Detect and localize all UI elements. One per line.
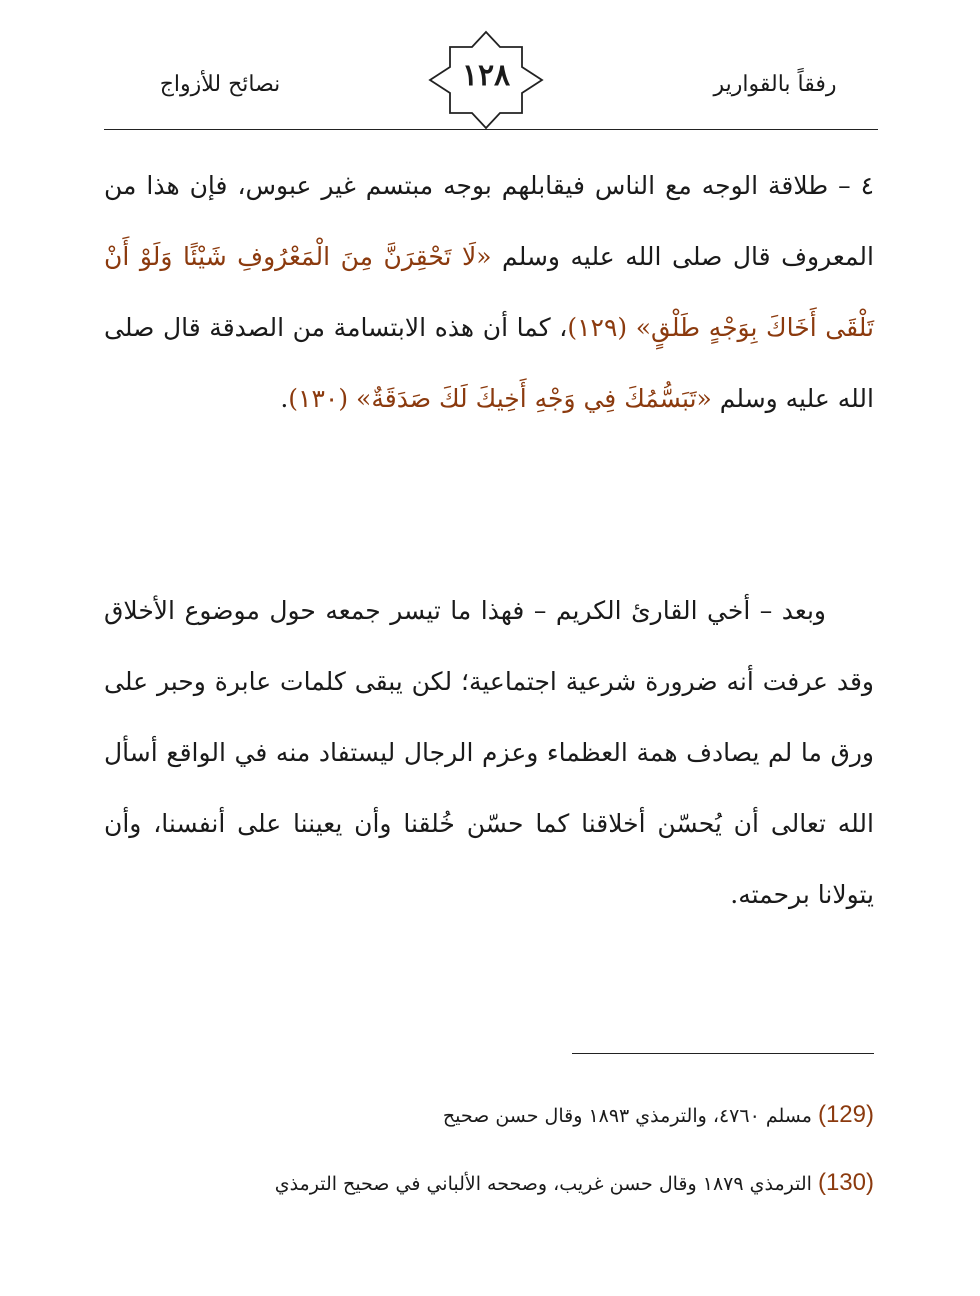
footnote — [104, 1100, 874, 1131]
paragraph-text: ٤ – طلاقة الوجه مع الناس فيقابلهم بوجه مبتسم غير عبوس، فإن هذا من المعروف قال صلى الله عليه وسلم — [104, 171, 874, 271]
header-book-title-right: رفقاً بالقوارير — [713, 72, 837, 97]
paragraph-text: . — [280, 384, 289, 413]
footnote-text: الترمذي ١٨٧٩ وقال حسن غريب، وصححه الألباني في صحيح الترمذي — [274, 1173, 818, 1195]
footnote-divider — [572, 1053, 874, 1054]
hadith-quote: «لَا تَحْقِرَنَّ مِنَ الْمَعْرُوفِ شَيْئًا وَلَوْ أَنْ تَلْقَى أَخَاكَ بِوَجْهٍ طَلْقٍ» (١٢٩) — [104, 242, 874, 342]
hadith-quote: «تَبَسُّمُكَ فِي وَجْهِ أَخِيكَ لَكَ صَدَقَةٌ» (١٣٠) — [288, 384, 712, 413]
paragraph-text: ، كما أن هذه الابتسامة من الصدقة قال صلى الله عليه وسلم — [104, 313, 874, 413]
paragraph-conclusion: وبعد – أخي القارئ الكريم – فهذا ما تيسر جمعه حول موضوع الأخلاق وقد عرفت أنه ضرورة شرعية اجتماعية؛ لكن يبقى كلمات عابرة وحبر على ورق ما لم يصادف همة العظماء وعزم الرجال ليستفاد منه في الواقع أسأل الله تعالى أن يُحسّن أخلاقنا كما حسّن خُلقنا وأن يعيننا على أنفسنا، وأن يتولانا برحمته. — [104, 596, 874, 909]
page-number: ١٢٨ — [461, 58, 511, 93]
footnote — [104, 1168, 874, 1199]
footnote-text: مسلم ٤٧٦٠، والترمذي ١٨٩٣ وقال حسن صحيح — [442, 1105, 818, 1127]
header-divider — [104, 129, 878, 130]
header-book-title-left: نصائح للأزواج — [159, 72, 281, 97]
page-number-badge — [428, 30, 544, 130]
footnote-number: (130) — [817, 1169, 874, 1196]
footnote-number: (129) — [817, 1101, 874, 1128]
paragraph-smiling-face — [104, 150, 874, 434]
